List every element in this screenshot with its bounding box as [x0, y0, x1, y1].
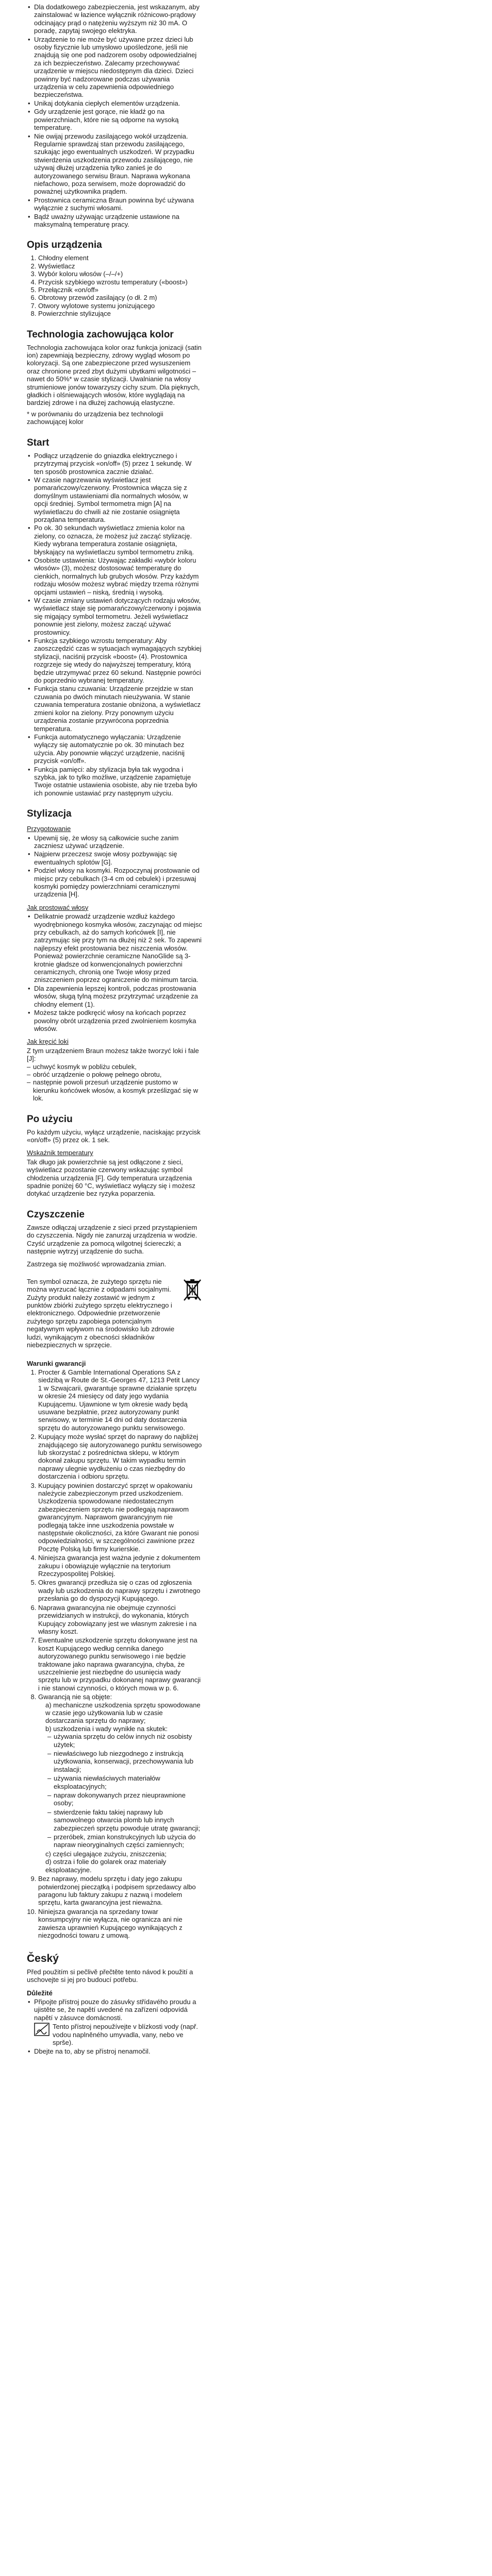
- cesky-important-item: • Dbejte na to, aby se přístroj nenamočil.: [34, 2047, 202, 2055]
- start-item: • Podłącz urządzenie do gniazdka elektrycznego i przytrzymaj przycisk «on/off» (5) przez 1 sekundę. W ten sposób prostownica zacznie działać.: [34, 452, 202, 476]
- description-item: 4. Przycisk szybkiego wzrostu temperatury («boost»): [38, 278, 202, 286]
- description-item: 7. Otwory wylotowe systemu jonizującego: [38, 302, 202, 310]
- safety-item: • Bądź uważny używając urządzenie ustawione na maksymalną temperaturę pracy.: [34, 213, 202, 229]
- recycle-block: [27, 1278, 202, 1352]
- tech-heading: Technologia zachowująca kolor: [27, 329, 174, 340]
- prep-item: • Upewnij się, że włosy są całkowicie suche zanim zaczniesz używać urządzenie.: [34, 834, 202, 850]
- safety-list: [27, 3, 202, 228]
- straight-item: • Delikatnie prowadź urządzenie wzdłuż każdego wyodrębnionego kosmyka włosów, zaczynając od miejsc przy cebulkach, aż do samych końcówek [I], nie zatrzymując się przy tym na dłużej niż 2 sek. To zapewni najlepszy efekt prostowania bez niszczenia włosów. Ponieważ powierzchnie ceramiczne NanoGlide są 3-krotnie gładsze od konwencjonalnych powierzchni ceramicznych, chronią one Twoje włosy przed zniszczeniem poprzez ograniczenie do minimum tarcia.: [34, 912, 202, 984]
- cesky-important-list-2: [27, 2047, 202, 2055]
- no-water-warning-icon: [34, 2023, 50, 2036]
- exclusion-a: a) mechaniczne uszkodzenia sprzętu spowodowane w czasie jego użytkowania lub w czasie dostarczania sprzętu do naprawy;: [45, 1701, 201, 1725]
- crossed-bin-icon: [183, 1278, 202, 1302]
- prep-item: • Podziel włosy na kosmyki. Rozpoczynaj prostowanie od miejsc przy cebulkach (3-4 cm od cebulek) i przesuwaj kosmyki pomiędzy powierzchniami ceramicznymi urządzenia [H].: [34, 867, 202, 899]
- description-list: [27, 254, 202, 317]
- warranty-item: 10. Niniejsza gwarancja na sprzedany towar konsumpcyjny nie wyłącza, nie ogranicza ani nie zawiesza uprawnień Kupującego wynikających z niezgodności towaru z umową.: [38, 1908, 202, 1940]
- warranty-item: 3. Kupujący powinien dostarczyć sprzęt w opakowaniu należycie zabezpieczonym przed uszkodzeniem. Uszkodzenia spowodowane niedostatecznym zabezpieczeniem sprzętu nie podlegają naprawom gwarancyjnym. Naprawom gwarancyjnym nie podlegają także inne uszkodzenia powstałe w następstwie okoliczności, za które Gwarant nie ponosi odpowiedzialności, w szczególności zawinione przez Pocztę Polską lub firmy kurierskie.: [38, 1482, 202, 1553]
- after-body: Po każdym użyciu, wyłącz urządzenie, naciskając przycisk «on/off» (5) przez ok. 1 sek.: [27, 1128, 201, 1144]
- start-item: • Po ok. 30 sekundach wyświetlacz zmienia kolor na zielony, co oznacza, że możesz już zacząć stylizację. Kiedy wybrana temperatura zostanie osiągnięta, błyskający na wyświetlaczu symbol termometru zniką.: [34, 524, 202, 556]
- warranty-item: 6. Naprawa gwarancyjna nie obejmuje czynności przewidzianych w instrukcji, do wykonania, których Kupujący zobowiązany jest we własnym zakresie i na własny koszt.: [38, 1604, 202, 1636]
- warranty-item: 2. Kupujący może wysłać sprzęt do naprawy do najbliżej znajdującego się autoryzowanego punktu serwisowego lub skorzystać z pośrednictwa sklepu, w którym dokonał zakupu sprzętu. W takim wypadku termin naprawy ulegnie wydłużeniu o czas niezbędny do dostarczenia i odbioru sprzętu.: [38, 1433, 202, 1480]
- exclusion-b-item: – używania niewłaściwych materiałów eksploatacyjnych;: [54, 1774, 202, 1790]
- curl-intro: Z tym urządzeniem Braun możesz także tworzyć loki i fale [J]:: [27, 1046, 199, 1063]
- prep-item: • Najpierw przeczesz swoje włosy pozbywając się ewentualnych splotów [G].: [34, 850, 202, 866]
- description-item: 6. Obrotowy przewód zasilający (o dł. 2 m): [38, 294, 202, 301]
- exclusion-b-item: – stwierdzenie faktu takiej naprawy lub samowolnego otwarcia plomb lub innych zabezpieczeń sprzętu powoduje utratę gwarancji;: [54, 1808, 202, 1832]
- safety-item: • Dla dodatkowego zabezpieczenia, jest wskazanym, aby zainstalować w łazience wyłącznik różnicowo-prądowy odcinający prąd o natężeniu wyższym niż 30 mA. O poradę, zapytaj swojego elektryka.: [34, 3, 202, 35]
- start-item: • Funkcja stanu czuwania: Urządzenie przejdzie w stan czuwania po dwóch minutach nieużywania. W stanie czuwania temperatura zostanie obniżona, a wyświetlacz zmieni kolor na zielony. Przy ponownym użyciu urządzenia zostanie przywrócona poprzednia temperatura.: [34, 685, 202, 732]
- straight-list: [27, 912, 202, 1032]
- cleaning-body: Zawsze odłączaj urządzenie z sieci przed przystąpieniem do czyszczenia. Nigdy nie zanurzaj urządzenia w wodzie. Czyść urządzenie za pomocą wilgotnej ściereczki; a następnie wytrzyj urządzenie do sucha.: [27, 1223, 198, 1256]
- cesky-important-item: • Připojte přístroj pouze do zásuvky střídavého proudu a ujistěte se, že napětí uvedené na zařízení odpovídá napětí v zásuvce domácnosti.: [34, 1998, 202, 2022]
- description-heading: Opis urządzenia: [27, 240, 102, 251]
- temp-indicator-body: Tak długo jak powierzchnie są jest odłączone z sieci, wyświetlacz pozostanie czerwony wskazując symbol chłodzenia urządzenia [F]. Gdy temperatura urządzenia spadnie poniżej 60 °C, wyświetlacz wyłączy się i możesz dotykać urządzenie bez ryzyka poparzenia.: [27, 1158, 195, 1198]
- exclusion-b-item: – przeróbek, zmian konstrukcyjnych lub użycia do napraw nieoryginalnych części zamiennych;: [54, 1833, 202, 1849]
- exclusion-b-item: – napraw dokonywanych przez nieuprawnione osoby;: [54, 1791, 202, 1807]
- start-heading: Start: [27, 437, 50, 448]
- safety-item: • Gdy urządzenie jest gorące, nie kładź go na powierzchniach, które nie są odporne na wysoką temperaturę.: [34, 108, 202, 131]
- exclusion-b: b) uszkodzenia i wady wynikłe na skutek:: [45, 1724, 168, 1733]
- start-item: • Funkcja pamięci: aby stylizacja była tak wygodna i szybka, jak to tylko możliwe, urządzenie zapamiętuje Twoje ostatnie ustawienia osobiste, aby nie trzeba było ich ponownie ustawiać przy następnym użyciu.: [34, 766, 202, 798]
- prep-heading: Przygotowanie: [27, 825, 71, 833]
- safety-item: • Urządzenie to nie może być używane przez dzieci lub osoby fizycznie lub umysłowo upośledzone, jeśli nie znajdują się one pod nadzorem osoby odpowiedzialnej za ich bezpieczeństwo. Zalecamy przechowywać urządzenie w miejscu niedostępnym dla dzieci. Dzieci powinny być nadzorowane podczas używania urządzenia w celu zapewnienia odpowiedniego bezpieczeństwa.: [34, 36, 202, 99]
- tech-footnote: * w porównaniu do urządzenia bez technologii zachowującej kolor: [27, 410, 163, 426]
- description-item: 1. Chłodny element: [38, 254, 202, 262]
- straight-item: • Dla zapewnienia lepszej kontroli, podczas prostowania włosów, sługą tylną możesz przytrzymać urządzenie za chłodny element (1).: [34, 985, 202, 1008]
- cesky-intro: Před použitím si pečlivě přečtěte tento návod k použití a uschovejte si jej pro budoucí potřebu.: [27, 1968, 193, 1984]
- warranty-item: 9. Bez naprawy, modelu sprzętu i daty jego zakupu potwierdzonej pieczątką i podpisem sprzedawcy albo paragonu lub faktury zakupu z nazwą i modelem sprzętu, karta gwarancyjna jest nieważna.: [38, 1875, 202, 1907]
- straight-item: • Możesz także podkręcić włosy na końcach poprzez powolny obrót urządzenia przed zwolnieniem kosmyka włosów.: [34, 1009, 202, 1032]
- cesky-heading: Český: [27, 1953, 59, 1965]
- safety-item: • Unikaj dotykania ciepłych elementów urządzenia.: [34, 99, 202, 107]
- start-item: • Osobiste ustawienia: Używając zakładki «wybór koloru włosów» (3), możesz dostosować temperaturę do cienkich, normalnych lub grubych włosów. Przy każdym rodzaju włosów możesz wybrać między trzema różnymi opcjami ustawień – niską, średnią i wysoką.: [34, 556, 202, 596]
- cesky-important-heading: Důležité: [27, 1989, 53, 1997]
- warranty-item: 4. Niniejsza gwarancja jest ważna jedynie z dokumentem zakupu i obowiązuje wyłącznie na terytorium Rzeczypospolitej Polskiej.: [38, 1554, 202, 1578]
- water-warning-text: Tento přístroj nepoužívejte v blízkosti vody (např. vodou naplněného umyvadla, vany, nebo ve sprše).: [53, 2023, 198, 2046]
- start-list: [27, 452, 202, 797]
- exclusion-c: c) części ulegające zużyciu, zniszczenia;: [45, 1850, 167, 1858]
- start-item: • Funkcja szybkiego wzrostu temperatury: Aby zaoszczędzić czas w sytuacjach wymagających szybkiej stylizacji, naciśnij przycisk «boost» (4). Prostownica rozgrzeje się wtedy do najwyższej temperatury, którą będzie utrzymywać przez 60 sekund. Następnie powróci do poprzednio wybranej temperatury.: [34, 637, 202, 684]
- warranty-list: [27, 1368, 202, 1939]
- curl-step: – następnie powoli przesuń urządzenie pustomo w kierunku końcówek włosów, a kosmyk prześlizgać się w lok.: [33, 1078, 202, 1102]
- cleaning-heading: Czyszczenie: [27, 1209, 85, 1220]
- curl-list: [27, 1063, 202, 1103]
- curl-step: – obróć urządzenie o połowę pełnego obrotu,: [33, 1071, 202, 1078]
- exclusion-d: d) ostrza i folie do golarek oraz materiały eksploatacyjne.: [45, 1858, 167, 1874]
- description-item: 3. Wybór koloru włosów (–/–/+): [38, 270, 202, 278]
- warranty-item-text: Gwarancją nie są objęte:: [38, 1693, 112, 1701]
- curl-heading: Jak kręcić loki: [27, 1038, 69, 1046]
- tech-body: Technologia zachowująca kolor oraz funkcja jonizacji (satin ion) zapewniają bezpieczny, zdrowy wygląd włosom po koloryzacji. Są one zabezpieczone przed wysuszeniem oraz chronione przed zbyt dużymi ubytkami wilgotności – nawet do 50%* w czasie stylizacji. Uwalnianie na włosy strumieniowe jonów towarzyszy cichy szum. Dla pięknych, gładkich i olśniewających włosów, które wyglądają na bardziej zdrowe i na dłużej zachowują elastyczne.: [27, 343, 202, 407]
- water-warning: [27, 2023, 202, 2046]
- changes-note: Zastrzega się możliwość wprowadzania zmian.: [27, 1260, 167, 1268]
- warranty-section: [27, 1360, 202, 1940]
- safety-item: • Nie owijaj przewodu zasilającego wokół urządzenia. Regularnie sprawdzaj stan przewodu zasilającego, szukając jego ewentualnych uszkodzeń. W przypadku stwierdzenia uszkodzenia przewodu zasilającego, nie używaj dłużej urządzenia tylko zanieś je do autoryzowanego serwisu Braun. Naprawa wykonana niefachowo, poza serwisem, może doprowadzić do poważnej użytkownika prądem.: [34, 132, 202, 196]
- start-item: • Funkcja automatycznego wyłączania: Urządzenie wyłączy się automatycznie po ok. 30 minutach bez użycia. Aby ponownie włączyć urządzenie, naciśnij przycisk «on/off».: [34, 733, 202, 765]
- prep-list: [27, 834, 202, 899]
- recycle-body: Ten symbol oznacza, że zużytego sprzętu nie można wyrzucać łącznie z odpadami socjalnymi. Zużyty produkt należy zostawić w jednym z punktów zbiórki zużytego sprzętu elektrycznego i elektronicznego. Odpowiednie przetworzenie zużytego sprzętu zapobiega potencjalnym negatywnym wpływom na środowisko lub zdrowie ludzi, wynikającym z obecności składników niebezpiecznych w sprzęcie.: [27, 1277, 175, 1349]
- start-item: • W czasie zmiany ustawień dotyczących rodzaju włosów, wyświetlacz staje się pomarańczowy/czerwony i pojawia się migający symbol termometru. Jeżeli wyświetlacz ponownie jest zielony, możesz zacząć używać prostownicy.: [34, 597, 202, 636]
- exclusion-b-item: – używania sprzętu do celów innych niż osobisty użytek;: [54, 1733, 202, 1749]
- straight-heading: Jak prostować włosy: [27, 903, 89, 911]
- description-item: 2. Wyświetlacz: [38, 262, 202, 270]
- description-item: 5. Przełącznik «on/off»: [38, 286, 202, 294]
- styling-heading: Stylizacja: [27, 808, 72, 820]
- warranty-item: 7. Ewentualne uszkodzenie sprzętu dokonywane jest na koszt Kupującego według cennika danego autoryzowanego punktu serwisowego i nie będzie traktowane jako naprawa gwarancyjna, chyba, że uszczelnienie jest niezbędne do usunięcia wady sprzętu lub w przypadku dokonanej naprawy gwarancji i nie stanowi czynności, o których mowa w p. 6.: [38, 1636, 202, 1692]
- warranty-heading: Warunki gwarancji: [27, 1359, 86, 1367]
- exclusion-b-list: [38, 1733, 202, 1849]
- start-item: • W czasie nagrzewania wyświetlacz jest pomarańczowy/czerwony. Prostownica włącza się z domyślnym ustawieniami dla normalnych włosów, w opcji średniej. Symbol termometra mign [A] na wyświetlaczu do chwili aż nie zostanie osiągnięta porządana temperatura.: [34, 476, 202, 523]
- curl-step: – uchwyć kosmyk w pobliżu cebulek,: [33, 1063, 202, 1071]
- after-heading: Po użyciu: [27, 1113, 73, 1125]
- document-page: [27, 0, 202, 2576]
- exclusion-b-item: – niewłaściwego lub niezgodnego z instrukcją użytkowania, konserwacji, przechowywania lub instalacji;: [54, 1750, 202, 1773]
- warranty-item-exclusions: [38, 1693, 202, 1874]
- warranty-item: 5. Okres gwarancji przedłuża się o czas od zgłoszenia wady lub uszkodzenia do naprawy sprzętu i zwrotnego przesłania go do dyspozycji Kupującego.: [38, 1579, 202, 1602]
- warranty-item: 1. Procter & Gamble International Operations SA z siedzibą w Route de St.-Georges 47, 1213 Petit Lancy 1 w Szwajcarii, gwarantuje sprawne działanie sprzętu w okresie 24 miesięcy od daty jego wydania Kupującemu. Ujawnione w tym okresie wady będą usuwane bezpłatnie, przez autoryzowany punkt serwisowy, w terminie 14 dni od daty dostarczenia sprzętu do autoryzowanego punktu serwisowego.: [38, 1368, 202, 1432]
- cesky-important-list: [27, 1998, 202, 2022]
- temp-indicator-heading: Wskaźnik temperatury: [27, 1149, 93, 1157]
- safety-item: • Prostownica ceramiczna Braun powinna być używana wyłącznie z suchymi włosami.: [34, 196, 202, 212]
- description-item: 8. Powierzchnie stylizujące: [38, 310, 202, 317]
